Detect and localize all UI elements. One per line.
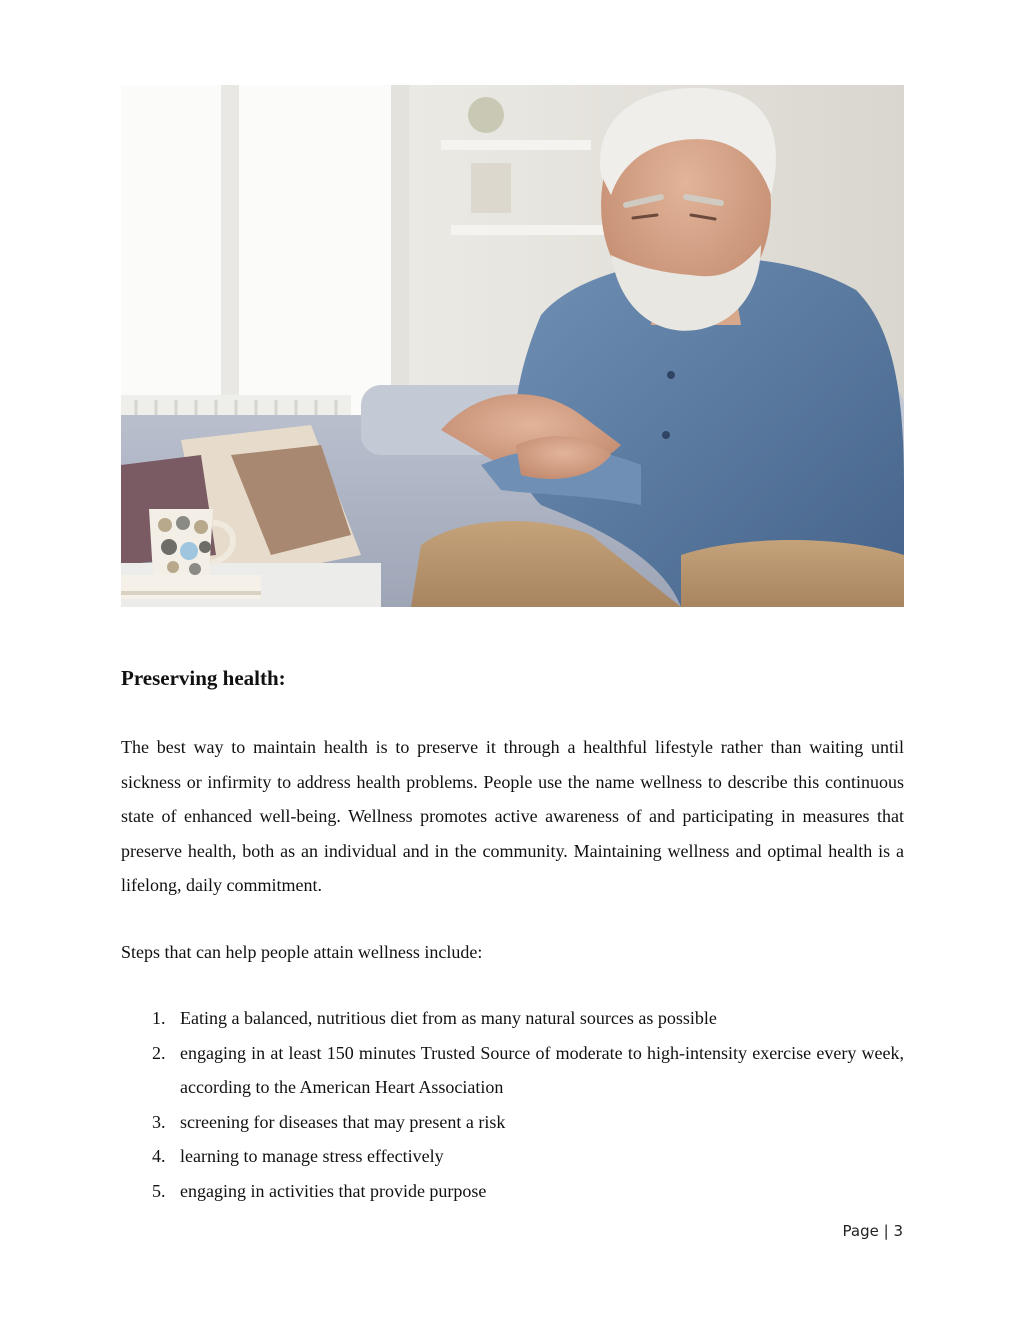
list-item [121, 1105, 904, 1140]
steps-list [121, 1001, 904, 1208]
steps-intro: Steps that can help people attain wellness include: [121, 942, 483, 962]
section-heading: Preserving health: [121, 666, 286, 690]
list-item [121, 1036, 904, 1105]
list-item [121, 1174, 904, 1209]
photo-illustration [121, 85, 904, 607]
list-item-text: engaging in activities that provide purpose [180, 1180, 487, 1201]
list-item [121, 1139, 904, 1174]
list-item-number: 1. [152, 1008, 166, 1028]
list-item-number: 4. [152, 1146, 166, 1166]
list-item-number: 3. [152, 1111, 166, 1132]
photo-elderly-man-wrist-pain [121, 85, 904, 607]
list-item-number: 5. [152, 1180, 166, 1201]
page-number: Page | 3 [842, 1222, 903, 1240]
list-item-text: learning to manage stress effectively [180, 1146, 444, 1166]
list-item [121, 1001, 904, 1036]
list-item-text: Eating a balanced, nutritious diet from as many natural sources as possible [180, 1008, 717, 1028]
list-item-text: screening for diseases that may present a risk [180, 1111, 506, 1132]
list-item-number: 2. [152, 1042, 166, 1063]
list-item-text: engaging in at least 150 minutes Trusted Source of moderate to high-intensity exercise every week, according to the American Heart Association [180, 1042, 904, 1097]
body-paragraph: The best way to maintain health is to preserve it through a healthful lifestyle rather than waiting until sickness or infirmity to address health problems. People use the name wellness to describe this continuous state of enhanced well-being. Wellness promotes active awareness of and participating in measures that preserve health, both as an individual and in the community. Maintaining wellness and optimal health is a lifelong, daily commitment. [121, 737, 904, 896]
